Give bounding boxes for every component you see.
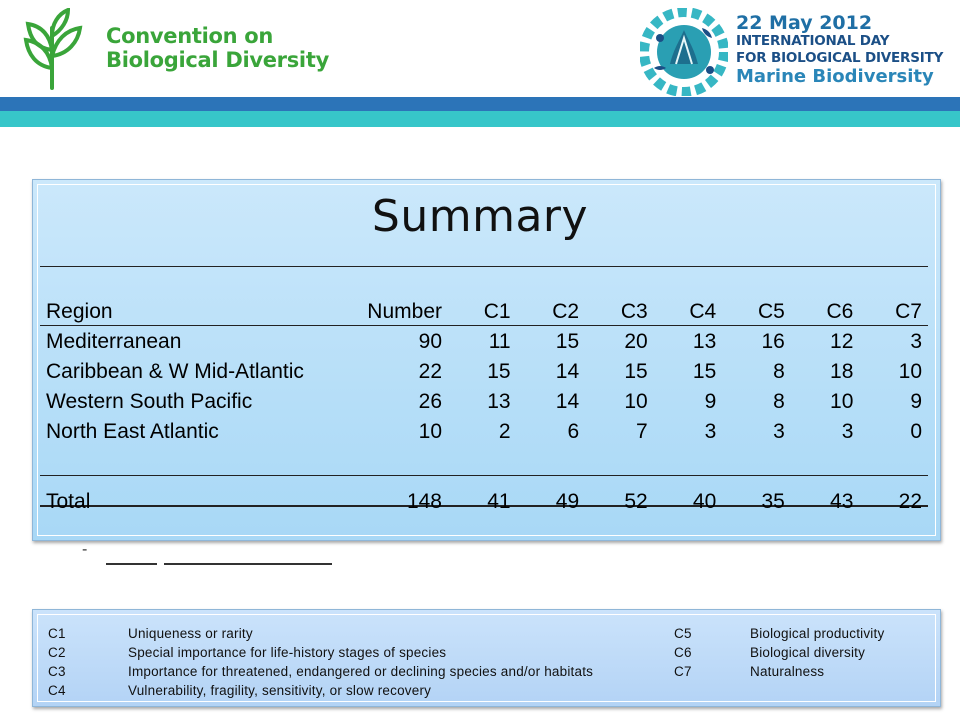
underline-placeholder [106, 563, 157, 565]
total-label: Total [46, 490, 91, 513]
summary-title: Summary [371, 191, 589, 242]
legend-description: Vulnerability, fragility, sensitivity, or slow recovery [128, 683, 432, 698]
legend-code: C6 [674, 645, 692, 660]
criterion-cell: 3 [910, 330, 922, 353]
criterion-cell: 7 [636, 420, 648, 443]
total-criterion: 40 [692, 490, 717, 513]
column-header: C3 [620, 300, 648, 323]
idb-header-text [736, 14, 958, 87]
column-header: C1 [483, 300, 511, 323]
criterion-cell: 3 [841, 420, 854, 443]
criterion-cell: 14 [555, 390, 580, 413]
idb-line1: INTERNATIONAL DAY [736, 33, 890, 49]
total-criterion: 41 [487, 490, 511, 513]
column-header: C5 [757, 300, 785, 323]
column-header: Region [46, 300, 113, 323]
bullet-dash: - [82, 541, 88, 558]
total-number: 148 [406, 490, 442, 513]
legend-description: Biological productivity [750, 626, 885, 641]
legend-description: Special importance for life-history stages of species [128, 645, 447, 660]
table-gap-row [40, 447, 928, 487]
cbd-plant-logo-icon [22, 8, 92, 90]
total-criterion: 49 [555, 490, 580, 513]
legend-code: C1 [48, 626, 66, 641]
underline-placeholder [164, 563, 332, 565]
criterion-cell: 9 [910, 390, 922, 413]
legend-description: Naturalness [750, 664, 825, 679]
criterion-cell: 6 [567, 420, 580, 443]
criterion-cell: 20 [624, 330, 648, 353]
criterion-cell: 12 [830, 330, 854, 353]
legend-code: C2 [48, 645, 66, 660]
criteria-legend-table [44, 624, 888, 700]
summary-table [40, 297, 928, 517]
criterion-cell: 10 [830, 390, 854, 413]
region-cell: Western South Pacific [46, 390, 253, 413]
number-cell: 90 [418, 330, 442, 353]
legend-code: C7 [674, 664, 692, 679]
legend-row [44, 681, 888, 700]
column-header: C2 [552, 300, 580, 323]
total-criterion: 35 [761, 490, 785, 513]
column-header: C7 [895, 300, 922, 323]
legend-description: Importance for threatened, endangered or declining species and/or habitats [128, 664, 594, 679]
cbd-logo-text [106, 24, 329, 72]
criterion-cell: 14 [555, 360, 580, 383]
table-total-row [40, 487, 928, 517]
total-criterion: 22 [898, 490, 922, 513]
criterion-cell: 2 [498, 420, 511, 443]
table-row [40, 327, 928, 357]
header-stripe-dark [0, 97, 960, 111]
criterion-cell: 3 [704, 420, 717, 443]
criterion-cell: 15 [487, 360, 511, 383]
idb-theme: Marine Biodiversity [736, 66, 934, 87]
criterion-cell: 11 [488, 330, 511, 353]
criterion-cell: 0 [910, 420, 922, 443]
legend-row [44, 624, 888, 643]
criterion-cell: 8 [773, 390, 785, 413]
table-row [40, 417, 928, 447]
cbd-name-line1: Convention on [106, 24, 274, 48]
legend-code: C3 [48, 664, 66, 679]
criterion-cell: 10 [624, 390, 648, 413]
total-criterion: 52 [624, 490, 648, 513]
idb-date: 22 May 2012 [736, 12, 873, 34]
region-cell: Mediterranean [46, 330, 182, 353]
title-divider [40, 266, 928, 267]
idb-line2: FOR BIOLOGICAL DIVERSITY [736, 50, 944, 66]
legend-empty-cell [670, 681, 746, 700]
column-header: Number [367, 300, 442, 323]
criterion-cell: 15 [555, 330, 580, 353]
number-cell: 22 [418, 360, 442, 383]
legend-code: C4 [48, 683, 66, 698]
legend-description: Uniqueness or rarity [128, 626, 253, 641]
total-criterion: 43 [830, 490, 854, 513]
cbd-name-line2: Biological Diversity [106, 48, 329, 72]
table-header-row [40, 297, 928, 327]
criterion-cell: 18 [830, 360, 854, 383]
region-cell: Caribbean & W Mid-Atlantic [46, 360, 304, 383]
criterion-cell: 15 [624, 360, 648, 383]
header-stripe-light [0, 111, 960, 127]
legend-description: Biological diversity [750, 645, 866, 660]
criterion-cell: 16 [761, 330, 785, 353]
table-row [40, 387, 928, 417]
criterion-cell: 13 [692, 330, 717, 353]
criterion-cell: 9 [704, 390, 717, 413]
marine-biodiversity-emblem-icon [640, 8, 728, 96]
legend-row [44, 662, 888, 681]
legend-empty-cell [746, 681, 888, 700]
criterion-cell: 13 [487, 390, 511, 413]
number-cell: 10 [418, 420, 442, 443]
column-header: C6 [826, 300, 854, 323]
criterion-cell: 8 [773, 360, 785, 383]
criterion-cell: 15 [692, 360, 717, 383]
table-row [40, 357, 928, 387]
legend-code: C5 [674, 626, 692, 641]
column-header: C4 [689, 300, 717, 323]
legend-row [44, 643, 888, 662]
region-cell: North East Atlantic [46, 420, 219, 443]
criterion-cell: 3 [773, 420, 785, 443]
criterion-cell: 10 [898, 360, 922, 383]
number-cell: 26 [418, 390, 442, 413]
